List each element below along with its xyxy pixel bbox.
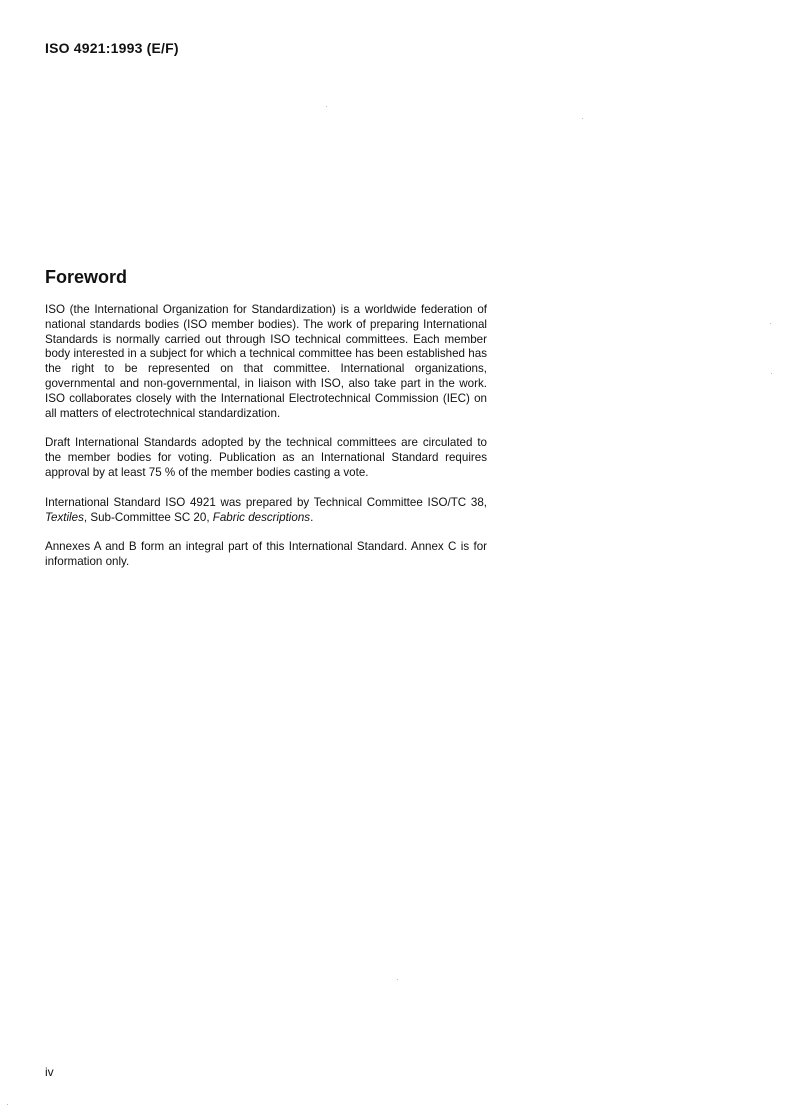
- scan-speck: [770, 323, 771, 324]
- committee-text-middle: , Sub-Committee SC 20,: [83, 510, 213, 524]
- scan-speck: [7, 1104, 8, 1105]
- foreword-heading: Foreword: [45, 267, 128, 287]
- scan-speck: [326, 106, 327, 107]
- foreword-paragraph-iso-intro: ISO (the International Organization for Standardization) is a worldwide federation of national standards bodies (ISO member bodies). The work of preparing International Standards is normally carried out through ISO technical committees. Each member body interested in a subject for which a technical committee has been established has the right to be represented on that committee. International organizations, governmental and non-governmental, in liaison with ISO, also take part in the work. ISO collaborates closely with the International Electrotechnical Commission (IEC) on all matters of electrotechnical standardization.: [45, 303, 487, 420]
- subcommittee-name: Fabric descriptions: [212, 510, 311, 524]
- scan-speck: [582, 118, 583, 119]
- page-number: iv: [45, 1065, 54, 1079]
- document-id: ISO 4921:1993 (E/F): [45, 40, 179, 56]
- foreword-paragraph-voting: Draft International Standards adopted by the technical committees are circulated to the member bodies for voting. Publication as an International Standard requires approval by at least 75 % of the member bodies casting a vote.: [45, 436, 487, 479]
- foreword-paragraph-annexes: Annexes A and B form an integral part of this International Standard. Annex C is for information only.: [45, 540, 487, 569]
- scan-speck: [771, 373, 772, 374]
- committee-name: Textiles: [45, 510, 84, 524]
- committee-text-suffix: .: [310, 510, 314, 524]
- foreword-body: [45, 303, 487, 585]
- scan-speck: [397, 979, 398, 980]
- committee-text-prefix: International Standard ISO 4921 was prepared by Technical Committee ISO/TC 38,: [45, 495, 487, 509]
- foreword-paragraph-committee: [45, 496, 487, 526]
